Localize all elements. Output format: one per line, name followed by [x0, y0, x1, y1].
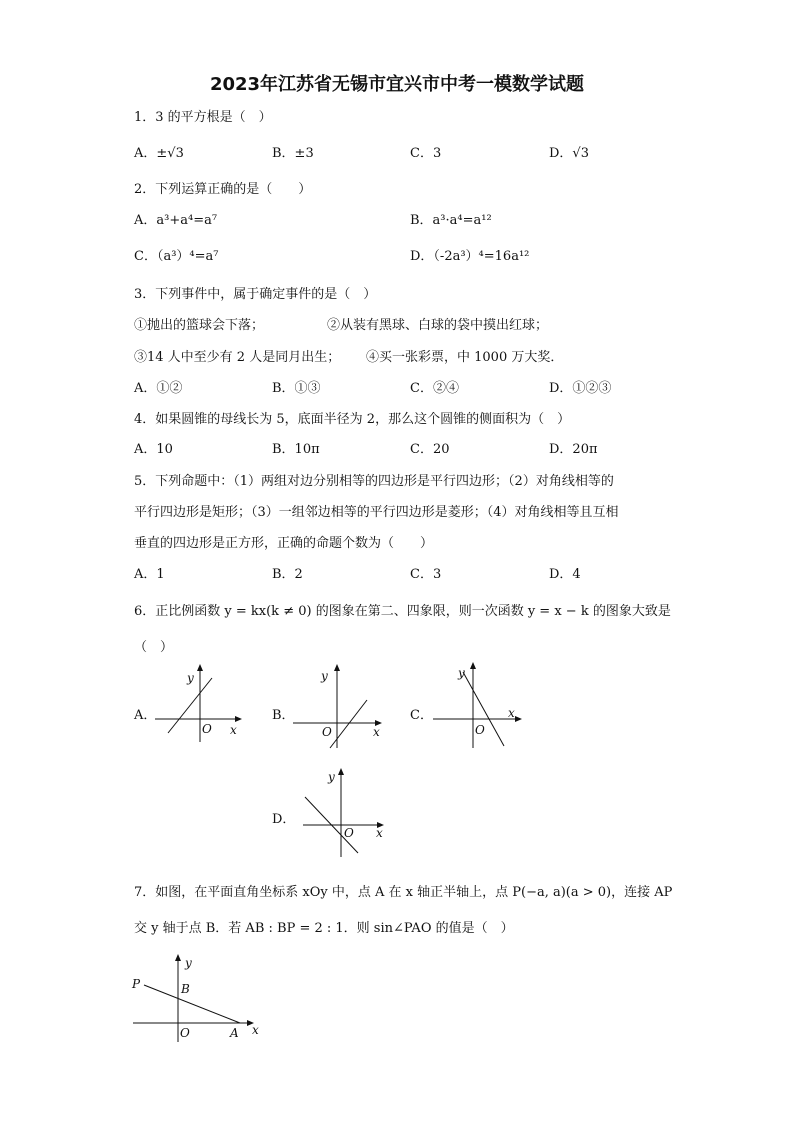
q3-option-b: B．①③: [272, 381, 321, 396]
page-title: 2023年江苏省无锡市宜兴市中考一模数学试题: [209, 74, 585, 95]
q6d-origin: O: [344, 826, 354, 840]
q4-option-c: C．20: [410, 442, 450, 457]
q6-option-c: C．: [410, 708, 433, 723]
q6d-axis-x: x: [376, 826, 383, 840]
q7-label-p: P: [132, 977, 141, 991]
q7-label-b: B: [181, 982, 190, 996]
q2-stem: 2．下列运算正确的是（ ）: [134, 182, 312, 197]
q5-option-b: B．2: [272, 567, 303, 582]
q5-stem-line-3: 垂直的四边形是正方形，正确的命题个数为（ ）: [134, 536, 434, 551]
q1-option-c: C．3: [410, 146, 442, 161]
q2-option-b: B．a³·a⁴=a¹²: [410, 213, 492, 228]
q2-option-d: D．（-2a³）⁴=16a¹²: [410, 249, 530, 264]
q1-stem: 1．3 的平方根是（ ）: [134, 110, 272, 125]
q6c-axis-x: x: [508, 706, 515, 720]
q6-option-d: D．: [272, 812, 296, 827]
q7-axis-y: y: [185, 956, 192, 970]
q7-stem-line-2: 交 y 轴于点 B．若 AB : BP = 2 : 1．则 sin∠PAO 的值是（ ）: [134, 921, 514, 936]
q3-option-a: A．①②: [134, 381, 183, 396]
q1-option-a: A．±√3: [134, 146, 184, 161]
q7-label-a: A: [230, 1026, 239, 1040]
q6-stem-line-1: 6．正比例函数 y = kx(k ≠ 0) 的图象在第二、四象限，则一次函数 y = x − k 的图象大致是: [134, 604, 671, 619]
q6b-axis-x: x: [373, 725, 380, 739]
q5-stem-line-1: 5．下列命题中：（1）两组对边分别相等的四边形是平行四边形；（2）对角线相等的: [134, 474, 614, 489]
q6-graph-d: [298, 765, 398, 860]
q6d-axis-y: y: [328, 770, 335, 784]
q5-option-d: D．4: [549, 567, 581, 582]
q6a-axis-x: x: [230, 723, 237, 737]
q1-option-b: B．±3: [272, 146, 314, 161]
q3-option-c: C．②④: [410, 381, 459, 396]
q6c-origin: O: [475, 723, 485, 737]
q4-stem: 4．如果圆锥的母线长为 5，底面半径为 2，那么这个圆锥的侧面积为（ ）: [134, 412, 571, 427]
q3-stem: 3．下列事件中，属于确定事件的是（ ）: [134, 287, 377, 302]
q1-option-d: D．√3: [549, 146, 589, 161]
q4-option-b: B．10π: [272, 442, 320, 457]
q7-stem-line-1: 7．如图，在平面直角坐标系 xOy 中，点 A 在 x 轴正半轴上，点 P(−a, a)(a > 0)，连接 AP: [134, 885, 673, 900]
q3-event-2: ②从装有黑球、白球的袋中摸出红球；: [327, 318, 549, 333]
q7-axis-x: x: [252, 1023, 259, 1037]
q6b-axis-y: y: [321, 669, 328, 683]
q5-option-c: C．3: [410, 567, 442, 582]
q6a-origin: O: [202, 722, 212, 736]
q5-stem-line-2: 平行四边形是矩形；（3）一组邻边相等的平行四边形是菱形；（4）对角线相等且互相: [134, 505, 619, 520]
q7-label-o: O: [180, 1026, 190, 1040]
q6a-axis-y: y: [187, 671, 194, 685]
q7-figure: [128, 950, 268, 1045]
q6-graph-a: [150, 660, 250, 750]
q2-option-a: A．a³+a⁴=a⁷: [134, 213, 218, 228]
q6-option-a: A．: [134, 708, 157, 723]
q6-option-b: B．: [272, 708, 295, 723]
q6-graph-b: [290, 660, 390, 750]
q3-event-1: ①抛出的篮球会下落；: [134, 318, 265, 333]
q4-option-d: D．20π: [549, 442, 598, 457]
q2-option-c: C．（a³）⁴=a⁷: [134, 249, 219, 264]
q3-event-4: ④买一张彩票，中 1000 万大奖．: [366, 350, 564, 365]
q3-event-3: ③14 人中至少有 2 人是同月出生；: [134, 350, 341, 365]
q6c-axis-y: y: [458, 666, 465, 680]
q6-graph-c: [428, 660, 528, 750]
q3-option-d: D．①②③: [549, 381, 612, 396]
q6b-origin: O: [322, 725, 332, 739]
q5-option-a: A．1: [134, 567, 165, 582]
q4-option-a: A．10: [134, 442, 173, 457]
q6-stem-line-2: （ ）: [134, 640, 174, 655]
